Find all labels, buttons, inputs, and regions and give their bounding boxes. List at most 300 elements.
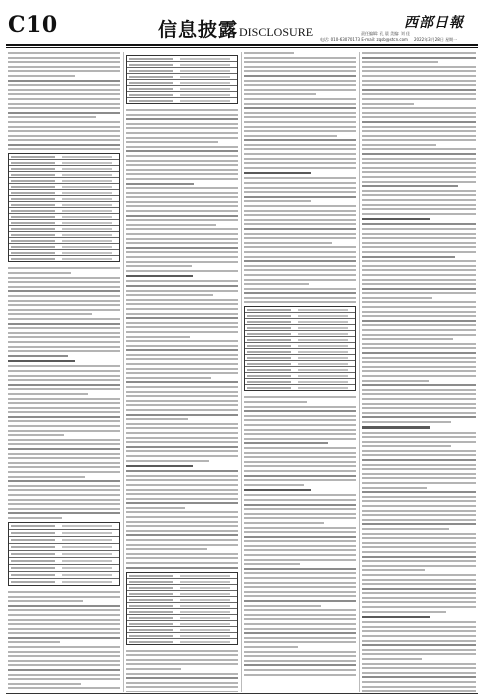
text-line <box>8 80 120 82</box>
text-line <box>8 462 120 464</box>
text-line <box>362 569 425 571</box>
table-row <box>245 385 355 390</box>
text-line <box>244 233 356 235</box>
text-line <box>126 502 238 504</box>
contact-line: 电话: 010-63070173 E-mail: zqsb@stcn.com <box>320 37 408 42</box>
text-line <box>126 562 238 564</box>
text-line <box>362 533 476 535</box>
text-line <box>244 559 356 561</box>
text-line <box>244 121 356 123</box>
text-line <box>362 597 476 599</box>
article-column-3 <box>244 52 356 692</box>
text-line <box>126 224 216 226</box>
text-line <box>126 432 238 434</box>
text-line <box>8 375 120 377</box>
text-line <box>362 208 476 210</box>
text-line <box>362 213 476 215</box>
text-line <box>362 644 476 646</box>
text-line <box>126 381 238 383</box>
text-line <box>362 389 476 391</box>
text-line <box>362 70 476 72</box>
text-line <box>244 288 356 290</box>
text-line <box>244 103 356 105</box>
text-line <box>244 274 356 276</box>
text-line <box>126 322 238 324</box>
text-line <box>362 153 476 155</box>
text-line <box>362 107 476 109</box>
text-line <box>126 516 238 518</box>
text-line <box>244 582 356 584</box>
text-line <box>244 461 356 463</box>
text-line <box>126 368 238 370</box>
text-line <box>362 135 476 137</box>
table-row <box>9 572 119 579</box>
section-title <box>158 15 313 42</box>
text-line <box>244 84 356 86</box>
text-line <box>244 126 356 128</box>
text-line <box>126 418 188 420</box>
text-line <box>362 500 476 502</box>
text-line <box>362 343 476 345</box>
text-line <box>362 441 476 443</box>
text-line <box>8 614 120 616</box>
text-line <box>244 61 356 63</box>
text-line <box>362 681 476 683</box>
text-line <box>126 242 238 244</box>
text-line <box>244 669 356 671</box>
text-line <box>126 118 238 120</box>
text-line <box>8 609 120 611</box>
text-line <box>126 132 238 134</box>
text-line <box>126 423 238 425</box>
text-line <box>126 196 238 198</box>
text-line <box>362 148 476 150</box>
text-line <box>362 329 476 331</box>
text-line <box>244 158 356 160</box>
text-line <box>8 439 120 441</box>
text-line <box>8 457 120 459</box>
text-line <box>362 194 476 196</box>
text-line <box>362 537 476 539</box>
text-line <box>8 425 120 427</box>
text-line <box>244 522 324 524</box>
text-line <box>8 402 120 404</box>
text-line <box>244 637 356 639</box>
text-line <box>8 355 68 357</box>
text-line <box>362 52 476 54</box>
text-line <box>244 223 356 225</box>
text-line <box>126 682 238 684</box>
text-line <box>244 265 356 267</box>
text-line <box>362 583 476 585</box>
text-line <box>244 513 356 515</box>
text-line <box>362 556 476 558</box>
text-line <box>362 288 476 290</box>
text-line <box>126 265 192 267</box>
text-line <box>362 338 453 340</box>
text-line <box>244 517 356 519</box>
text-line <box>362 482 476 484</box>
text-line <box>244 191 356 193</box>
text-line <box>126 511 238 513</box>
text-line <box>126 475 238 477</box>
text-line <box>244 545 356 547</box>
text-line <box>362 181 476 183</box>
text-line <box>244 301 356 303</box>
text-line <box>126 313 238 315</box>
text-line <box>362 283 476 285</box>
text-line <box>244 200 311 202</box>
text-line <box>126 414 238 416</box>
text-line <box>8 309 120 311</box>
text-line <box>8 443 120 445</box>
text-line <box>126 437 238 439</box>
text-line <box>8 687 120 689</box>
text-line <box>126 441 238 443</box>
text-line <box>126 349 238 351</box>
text-line <box>8 346 120 348</box>
data-table <box>8 522 120 586</box>
text-line <box>244 135 337 137</box>
text-line <box>126 247 238 249</box>
text-line <box>362 574 476 576</box>
text-line <box>126 169 238 171</box>
text-line <box>362 487 427 489</box>
text-line <box>126 150 238 152</box>
text-line <box>362 80 476 82</box>
text-line <box>8 148 120 150</box>
section-heading <box>126 465 193 468</box>
text-line <box>244 419 356 421</box>
text-line <box>126 650 238 652</box>
date-line: 2022年3月28日 星期一 <box>414 37 458 42</box>
text-line <box>126 187 238 189</box>
text-line <box>362 653 476 655</box>
text-line <box>126 354 238 356</box>
column-divider <box>241 52 242 692</box>
text-line <box>362 416 476 418</box>
text-line <box>8 365 120 367</box>
text-line <box>362 468 476 470</box>
text-line <box>244 605 321 607</box>
text-line <box>362 640 476 642</box>
text-line <box>362 158 476 160</box>
text-line <box>244 292 356 294</box>
text-line <box>244 442 328 444</box>
text-line <box>126 215 238 217</box>
text-line <box>362 297 432 299</box>
text-line <box>8 512 120 514</box>
section-heading <box>362 218 430 221</box>
text-line <box>8 336 120 338</box>
text-line <box>244 139 356 141</box>
text-line <box>244 75 356 77</box>
text-line <box>362 98 476 100</box>
text-line <box>126 548 207 550</box>
text-line <box>244 210 356 212</box>
text-line <box>362 357 476 359</box>
masthead <box>0 0 484 44</box>
text-line <box>244 424 356 426</box>
text-line <box>244 479 356 481</box>
table-row <box>9 551 119 558</box>
text-line <box>362 89 476 91</box>
text-line <box>126 470 238 472</box>
text-line <box>244 283 309 285</box>
text-line <box>244 563 300 565</box>
text-line <box>8 489 120 491</box>
text-line <box>362 190 476 192</box>
text-line <box>8 139 120 141</box>
text-line <box>126 400 238 402</box>
article-column-2 <box>126 52 238 692</box>
text-line <box>126 409 238 411</box>
text-line <box>8 407 120 409</box>
section-heading <box>126 275 193 278</box>
text-line <box>362 505 476 507</box>
table-row <box>127 639 237 644</box>
text-line <box>362 649 476 651</box>
text-line <box>8 494 120 496</box>
text-line <box>244 205 356 207</box>
text-line <box>362 162 476 164</box>
text-line <box>362 565 476 567</box>
text-line <box>8 66 120 68</box>
text-line <box>362 523 476 525</box>
text-line <box>244 251 356 253</box>
text-line <box>244 260 356 262</box>
table-row <box>9 544 119 551</box>
text-line <box>244 401 307 403</box>
text-line <box>126 686 238 688</box>
text-line <box>362 121 476 123</box>
text-line <box>362 361 476 363</box>
text-line <box>8 75 75 77</box>
text-line <box>362 407 476 409</box>
text-line <box>126 336 190 338</box>
newspaper-logo: 西部日報 <box>404 15 464 31</box>
text-line <box>362 301 476 303</box>
editor-line: 责任编辑: 孔 晨 美编: 刘 佳 <box>361 31 411 36</box>
text-line <box>244 93 316 95</box>
text-line <box>126 285 238 287</box>
text-line <box>244 52 294 54</box>
text-line <box>244 641 356 643</box>
text-line <box>244 452 356 454</box>
text-line <box>362 690 476 692</box>
text-line <box>362 528 449 530</box>
text-line <box>126 219 238 221</box>
table-row <box>127 98 237 103</box>
text-line <box>126 498 238 500</box>
text-line <box>362 464 476 466</box>
text-line <box>362 347 476 349</box>
text-line <box>126 114 238 116</box>
text-line <box>244 214 356 216</box>
text-line <box>362 324 476 326</box>
text-line <box>8 57 120 59</box>
text-line <box>362 454 476 456</box>
text-line <box>8 655 120 657</box>
text-line <box>244 484 304 486</box>
text-line <box>244 80 356 82</box>
footer-rule <box>6 693 478 694</box>
text-line <box>8 286 120 288</box>
text-line <box>244 586 356 588</box>
text-line <box>244 540 356 542</box>
text-line <box>244 70 356 72</box>
data-table <box>126 55 238 104</box>
text-line <box>126 446 238 448</box>
text-line <box>8 103 120 105</box>
text-line <box>244 167 356 169</box>
text-line <box>126 141 218 143</box>
text-line <box>8 318 120 320</box>
table-row <box>9 256 119 261</box>
text-line <box>126 567 238 569</box>
text-line <box>8 300 120 302</box>
text-line <box>8 327 120 329</box>
text-line <box>244 600 356 602</box>
text-line <box>8 313 92 315</box>
text-line <box>244 527 356 529</box>
data-table <box>244 306 356 391</box>
text-line <box>8 295 120 297</box>
text-line <box>126 340 238 342</box>
text-line <box>362 412 476 414</box>
column-divider <box>123 52 124 692</box>
text-line <box>362 421 451 423</box>
text-line <box>362 445 451 447</box>
text-line <box>362 611 446 613</box>
section-title-en: DISCLOSURE <box>239 25 314 39</box>
text-line <box>362 103 414 105</box>
text-line <box>244 196 356 198</box>
text-line <box>362 384 476 386</box>
text-line <box>362 663 476 665</box>
table-row <box>9 579 119 585</box>
text-line <box>244 475 356 477</box>
text-line <box>8 135 120 137</box>
text-line <box>126 205 238 207</box>
text-line <box>126 299 238 301</box>
text-line <box>8 384 120 386</box>
text-line <box>362 57 476 59</box>
text-line <box>8 660 120 662</box>
text-line <box>362 510 476 512</box>
text-line <box>126 450 238 452</box>
text-line <box>362 477 476 479</box>
text-line <box>362 459 476 461</box>
text-line <box>362 93 476 95</box>
text-line <box>244 609 356 611</box>
text-line <box>126 228 238 230</box>
text-line <box>362 199 476 201</box>
article-column-4 <box>362 52 476 692</box>
text-line <box>8 93 120 95</box>
text-line <box>126 377 211 379</box>
text-line <box>362 658 422 660</box>
text-line <box>8 503 120 505</box>
text-line <box>126 691 238 692</box>
text-line <box>244 107 356 109</box>
text-line <box>244 618 356 620</box>
text-line <box>362 315 476 317</box>
text-line <box>244 632 356 634</box>
text-line <box>244 429 356 431</box>
text-line <box>8 416 120 418</box>
text-line <box>126 507 185 509</box>
text-line <box>126 123 238 125</box>
text-line <box>8 434 64 436</box>
text-line <box>8 480 120 482</box>
text-line <box>362 542 476 544</box>
text-line <box>8 121 120 123</box>
text-line <box>8 398 120 400</box>
text-line <box>362 370 476 372</box>
text-line <box>126 345 238 347</box>
text-line <box>362 176 476 178</box>
text-line <box>244 470 356 472</box>
text-line <box>8 476 85 478</box>
text-line <box>8 388 120 390</box>
text-line <box>362 139 476 141</box>
text-line <box>8 646 120 648</box>
text-line <box>362 126 476 128</box>
text-line <box>362 228 476 230</box>
text-line <box>244 623 356 625</box>
text-line <box>362 171 476 173</box>
text-line <box>8 430 120 432</box>
text-line <box>244 456 356 458</box>
text-line <box>8 290 120 292</box>
text-line <box>8 508 120 510</box>
text-line <box>362 223 476 225</box>
text-line <box>126 210 238 212</box>
text-line <box>244 144 356 146</box>
text-line <box>8 683 81 685</box>
text-line <box>244 57 356 59</box>
text-line <box>362 116 476 118</box>
table-row <box>9 565 119 572</box>
text-line <box>244 297 356 299</box>
text-line <box>362 491 476 493</box>
text-line <box>126 663 238 665</box>
text-line <box>244 568 356 570</box>
text-line <box>8 304 120 306</box>
text-line <box>362 473 476 475</box>
text-line <box>244 572 356 574</box>
text-line <box>362 375 476 377</box>
text-line <box>8 605 120 607</box>
text-line <box>126 192 238 194</box>
text-line <box>126 127 238 129</box>
text-line <box>244 438 356 440</box>
text-line <box>362 393 476 395</box>
text-line <box>8 651 120 653</box>
text-line <box>8 116 96 118</box>
text-line <box>8 637 120 639</box>
text-line <box>362 366 476 368</box>
text-line <box>126 261 238 263</box>
section-heading <box>8 360 75 363</box>
text-line <box>244 614 356 616</box>
text-line <box>362 144 436 146</box>
text-line <box>126 484 238 486</box>
text-line <box>362 251 476 253</box>
text-line <box>8 277 120 279</box>
text-line <box>362 436 476 438</box>
